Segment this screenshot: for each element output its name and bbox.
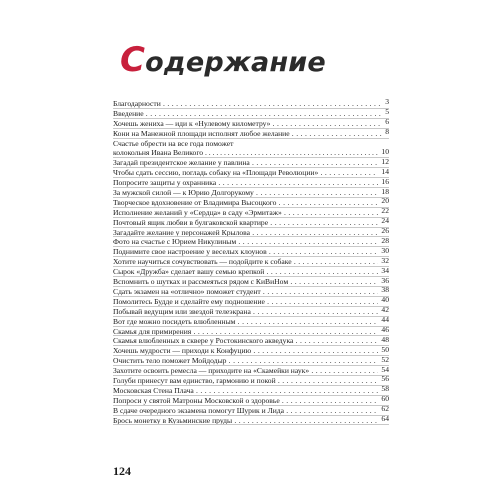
toc-entry-page: 20 <box>378 198 389 206</box>
toc-entry-page: 48 <box>378 336 389 344</box>
toc-entry <box>113 237 389 247</box>
toc-entry <box>113 386 389 396</box>
toc-entry-title: Исполнение желаний у «Сердца» в саду «Эрмитаж» . . . <box>113 208 389 218</box>
toc-entry-page: 46 <box>378 327 389 335</box>
toc-entry-page: 14 <box>378 168 389 176</box>
toc-entry-page: 58 <box>378 386 389 394</box>
toc-entry-page: 8 <box>382 129 389 137</box>
toc-entry-page: 40 <box>378 297 389 305</box>
toc-entry <box>113 178 389 188</box>
toc-entry <box>113 158 389 168</box>
toc-entry <box>113 336 389 346</box>
toc-entry-title: В сдаче очередного экзамена помогут Шурик и Лида . . . <box>113 406 389 416</box>
toc-entry <box>113 139 389 159</box>
page-number: 124 <box>113 464 131 478</box>
toc-entry <box>113 208 389 218</box>
toc-entry <box>113 109 389 119</box>
toc-entry-title: Вспомнить о шутках и рассмеяться рядом с КиВиНом . . . <box>113 277 389 287</box>
toc-entry-title: Творческое вдохновение от Владимира Высоцкого . . . <box>113 198 389 208</box>
toc-entry-page: 26 <box>378 228 389 236</box>
toc-entry-page: 38 <box>378 287 389 295</box>
toc-entry-page: 44 <box>378 317 389 325</box>
toc-entry-title: Сдать экзамен на «отлично» поможет студент . . . <box>113 287 389 297</box>
toc-entry-page: 3 <box>382 99 389 107</box>
toc-entry-title: Скамья влюбленных в сквере у Ростокинского акведука . . . <box>113 336 389 346</box>
toc-entry-title: Очистить тело поможет Мойдодыр . . . <box>113 356 389 366</box>
toc-entry-title: Захотите освоить ремесла — приходите на «Скамейки наук» . . . <box>113 366 389 376</box>
page-title <box>120 40 326 80</box>
toc-entry <box>113 406 389 416</box>
toc-entry-page: 32 <box>378 257 389 265</box>
toc-entry-title: Московская Стена Плача . . . <box>113 386 389 396</box>
toc-entry-page: 64 <box>378 416 389 424</box>
toc-entry <box>113 376 389 386</box>
toc-entry-title: Загадайте желание у персонажей Крылова . . . <box>113 228 389 238</box>
toc-entry-page: 5 <box>382 109 389 117</box>
toc-entry-title: Попросите защиты у охранника . . . <box>113 178 389 188</box>
toc-entry-page: 50 <box>378 346 389 354</box>
toc-entry <box>113 168 389 178</box>
toc-entry <box>113 257 389 267</box>
toc-entry <box>113 218 389 228</box>
toc-entry-title: Скамья для примирения . . . <box>113 327 389 337</box>
toc-entry-title: Попроси у святой Матроны Московской о здоровье . . . <box>113 396 389 406</box>
toc-entry-page: 10 <box>378 147 389 157</box>
toc-entry-page: 56 <box>378 376 389 384</box>
toc-entry-title: За мужской силой — к Юрию Долгорукому . . . <box>113 188 389 198</box>
toc-entry-title: Введение . . . <box>113 109 389 119</box>
toc-entry-title: Вот где можно посидеть влюбленным . . . <box>113 317 389 327</box>
toc-entry <box>113 129 389 139</box>
toc-entry-page: 18 <box>378 188 389 196</box>
toc-entry-title: Почтовый ящик любви в булгаковской квартире . . . <box>113 218 389 228</box>
toc-entry-title: Кони на Манежной площади исполнят любое желание . . . <box>113 129 389 139</box>
toc-entry-title: Поднимите свое настроение у веселых клоунов . . . <box>113 247 389 257</box>
toc-entry-title: Хочешь мудрости — приходи к Конфуцию . . . <box>113 346 389 356</box>
toc-entry <box>113 307 389 317</box>
table-of-contents <box>113 99 389 425</box>
toc-entry-page: 6 <box>382 119 389 127</box>
toc-entry <box>113 247 389 257</box>
toc-entry-title: Счастье обрести на все года поможет <box>113 138 234 148</box>
toc-entry-title: Загадай президентское желание у павлина . . . <box>113 158 389 168</box>
toc-entry <box>113 297 389 307</box>
toc-entry <box>113 327 389 337</box>
toc-entry-page: 36 <box>378 277 389 285</box>
toc-entry <box>113 416 389 426</box>
toc-entry <box>113 267 389 277</box>
toc-entry-page: 62 <box>378 406 389 414</box>
toc-entry <box>113 366 389 376</box>
toc-entry-page: 52 <box>378 356 389 364</box>
toc-entry <box>113 198 389 208</box>
toc-entry <box>113 356 389 366</box>
toc-entry <box>113 277 389 287</box>
toc-entry <box>113 188 389 198</box>
toc-entry-page: 30 <box>378 247 389 255</box>
toc-entry-title: Фото на счастье с Юрием Никулиным . . . <box>113 237 389 247</box>
title-rest: одержание <box>145 47 326 78</box>
toc-entry-title-continued: колокольня Ивана Великого . . . <box>113 148 389 158</box>
toc-entry-page: 54 <box>378 366 389 374</box>
toc-entry-page: 28 <box>378 237 389 245</box>
toc-entry-title: Сырок «Дружба» сделает вашу семью крепкой . . . <box>113 267 389 277</box>
toc-entry-title: Благодарности . . . <box>113 99 389 109</box>
toc-entry <box>113 346 389 356</box>
toc-entry-title: Голуби принесут вам единство, гармонию и покой . . . <box>113 376 389 386</box>
toc-entry-title: Хочешь жениха — иди к «Нулевому километру» . . . <box>113 119 389 129</box>
toc-entry-page: 22 <box>378 208 389 216</box>
toc-entry-title: Помолитесь Будде и сделайте ему подношение . . . <box>113 297 389 307</box>
title-initial: С <box>120 40 146 80</box>
toc-entry-title: Хотите научиться сочувствовать — подойдите к собаке . . . <box>113 257 389 267</box>
toc-entry-page: 16 <box>378 178 389 186</box>
toc-entry-page: 12 <box>378 158 389 166</box>
toc-entry <box>113 317 389 327</box>
toc-entry-title: Побывай ведущим или звездой телеэкрана . . . <box>113 307 389 317</box>
toc-entry-title: Брось монетку в Кузьминские пруды . . . <box>113 416 389 426</box>
toc-entry-page: 60 <box>378 396 389 404</box>
toc-entry <box>113 119 389 129</box>
toc-entry <box>113 228 389 238</box>
toc-entry-page: 24 <box>378 218 389 226</box>
toc-entry-title: Чтобы сдать сессию, погладь собаку на «Площади Революции» . . . <box>113 168 389 178</box>
toc-entry <box>113 287 389 297</box>
toc-entry-page: 42 <box>378 307 389 315</box>
toc-entry-page: 34 <box>378 267 389 275</box>
toc-entry <box>113 99 389 109</box>
toc-entry <box>113 396 389 406</box>
